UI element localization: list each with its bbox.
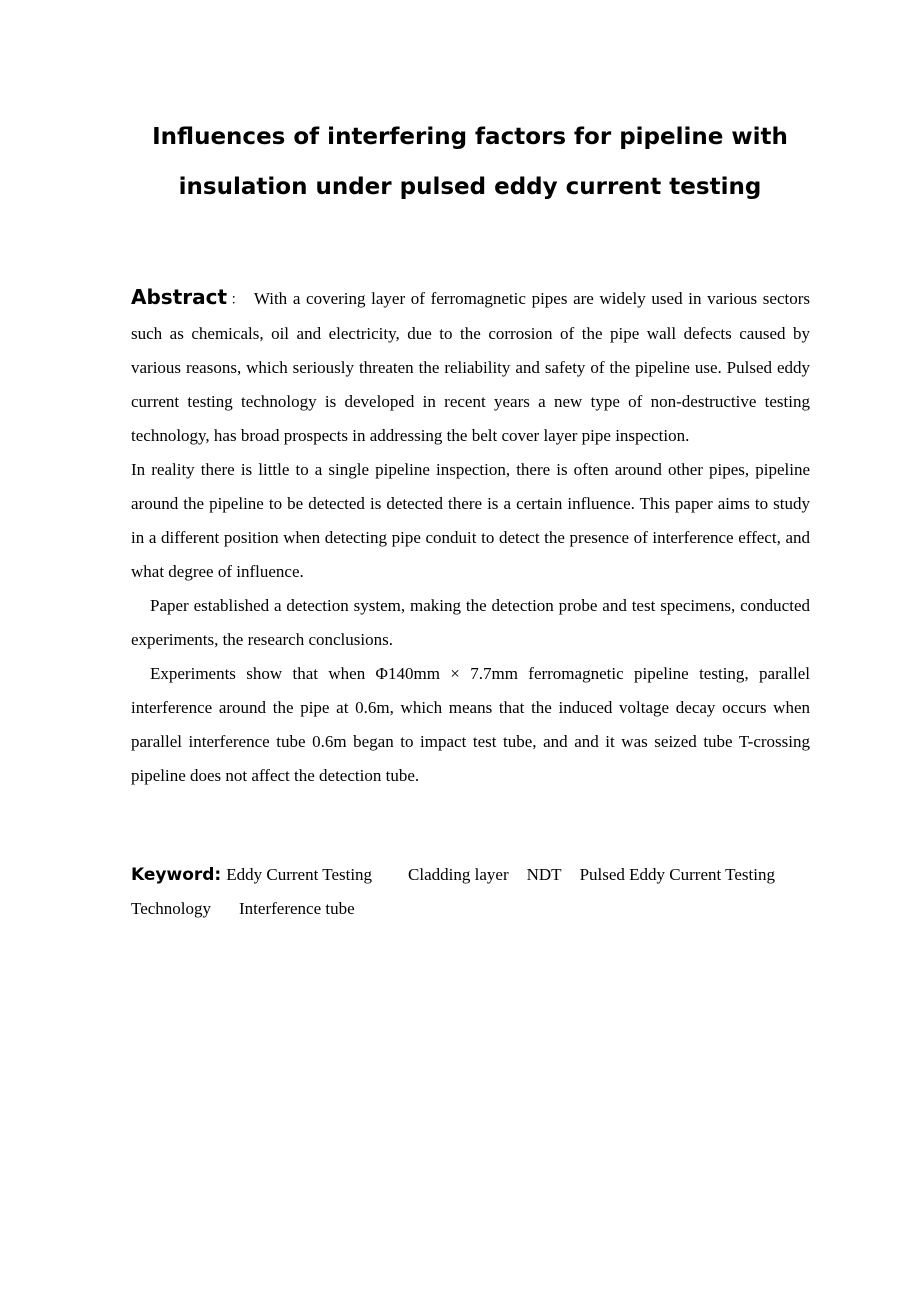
keywords-section bbox=[131, 858, 810, 926]
abstract-paragraph-3: Paper established a detection system, making the detection probe and test specimens, conducted experiments, the research conclusions. bbox=[131, 596, 810, 649]
paper-title bbox=[100, 112, 840, 212]
abstract-paragraph-1 bbox=[131, 280, 810, 453]
keyword-item: NDT bbox=[526, 865, 562, 884]
abstract-paragraph-1-text: With a covering layer of ferromagnetic pipes are widely used in various sectors such as chemicals, oil and electricity, due to the corrosion of the pipe wall defects caused by various reasons, which seriously threaten the reliability and safety of the pipeline use. Pulsed eddy current testing technology is developed in recent years a new type of non-destructive testing technology, has broad prospects in addressing the belt cover layer pipe inspection. bbox=[131, 289, 811, 445]
keyword-item: Interference tube bbox=[239, 899, 355, 918]
keyword-label: Keyword: bbox=[131, 865, 222, 885]
paper-title-line-2: insulation under pulsed eddy current testing bbox=[178, 174, 762, 200]
keyword-item: Cladding layer bbox=[408, 865, 509, 884]
abstract-paragraph-2: In reality there is little to a single pipeline inspection, there is often around other pipes, pipeline around the pipeline to be detected is detected there is a certain influence. This paper aims to study in a different position when detecting pipe conduit to detect the presence of interference effect, and what degree of influence. bbox=[131, 460, 810, 581]
abstract-label: Abstract bbox=[131, 285, 228, 309]
abstract-colon: ： bbox=[229, 292, 246, 308]
abstract-section bbox=[131, 280, 810, 793]
keyword-item: Eddy Current Testing bbox=[226, 865, 373, 884]
paper-title-line-1: Influences of interfering factors for pipeline with bbox=[152, 124, 788, 150]
keyword-item: Pulsed Eddy Current Testing Technology bbox=[131, 865, 775, 918]
abstract-paragraph-4: Experiments show that when Φ140mm × 7.7mm ferromagnetic pipeline testing, parallel interference around the pipe at 0.6m, which means that the induced voltage decay occurs when parallel interference tube 0.6m began to impact test tube, and and it was seized tube T-crossing pipeline does not affect the detection tube. bbox=[131, 664, 810, 785]
